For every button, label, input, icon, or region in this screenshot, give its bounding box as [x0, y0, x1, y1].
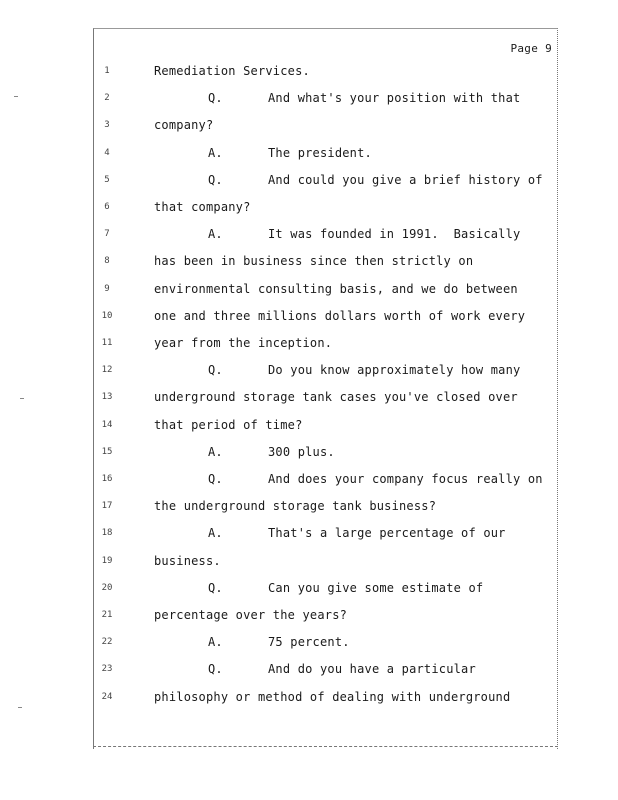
- line-text: [208, 143, 372, 163]
- line-number: 14: [101, 420, 113, 430]
- line-text: [208, 224, 520, 244]
- line-content: And do you have a particular: [268, 662, 476, 676]
- line-number: 19: [101, 556, 113, 566]
- transcript-line: [0, 197, 618, 217]
- transcript-line: [0, 469, 618, 489]
- line-text: the underground storage tank business?: [154, 499, 437, 513]
- line-number: 9: [104, 284, 110, 294]
- transcript-line: [0, 279, 618, 299]
- line-number: 4: [104, 148, 110, 158]
- line-number: 23: [101, 664, 113, 674]
- line-text: [208, 88, 520, 108]
- line-text: business.: [154, 554, 221, 568]
- transcript-line: [0, 170, 618, 190]
- line-content: 300 plus.: [268, 445, 335, 459]
- line-text: [208, 469, 543, 489]
- line-number: 8: [104, 256, 110, 266]
- transcript-line: [0, 387, 618, 407]
- transcript-line: [0, 687, 618, 707]
- line-number: 22: [101, 637, 113, 647]
- speaker-label: A.: [208, 526, 223, 540]
- transcript-line: [0, 88, 618, 108]
- line-number: 15: [101, 447, 113, 457]
- transcript-line: [0, 224, 618, 244]
- line-number: 13: [101, 392, 113, 402]
- line-number: 16: [101, 474, 113, 484]
- transcript-line: [0, 251, 618, 271]
- line-text: [208, 360, 520, 380]
- line-content: 75 percent.: [268, 635, 350, 649]
- line-number: 5: [104, 175, 110, 185]
- transcript-line: [0, 605, 618, 625]
- scan-speck: [18, 707, 22, 708]
- line-text: environmental consulting basis, and we do between: [154, 282, 518, 296]
- line-number: 10: [101, 311, 113, 321]
- transcript-line: [0, 632, 618, 652]
- transcript-line: [0, 415, 618, 435]
- line-content: And could you give a brief history of: [268, 173, 543, 187]
- line-text: year from the inception.: [154, 336, 333, 350]
- line-content: The president.: [268, 146, 372, 160]
- transcript-line: [0, 143, 618, 163]
- speaker-label: Q.: [208, 363, 223, 377]
- line-number: 2: [104, 93, 110, 103]
- speaker-label: A.: [208, 635, 223, 649]
- speaker-label: Q.: [208, 662, 223, 676]
- transcript-line: [0, 551, 618, 571]
- line-text: company?: [154, 118, 214, 132]
- line-number: 11: [101, 338, 113, 348]
- line-text: underground storage tank cases you've closed over: [154, 390, 518, 404]
- transcript-line: [0, 523, 618, 543]
- transcript-line: [0, 659, 618, 679]
- line-text: [208, 659, 476, 679]
- line-text: one and three millions dollars worth of work every: [154, 309, 526, 323]
- line-number: 6: [104, 202, 110, 212]
- line-number: 1: [104, 66, 110, 76]
- line-text: [208, 170, 543, 190]
- line-text: [208, 442, 335, 462]
- transcript-line: [0, 442, 618, 462]
- line-content: Can you give some estimate of: [268, 581, 484, 595]
- line-text: [208, 632, 350, 652]
- line-text: philosophy or method of dealing with underground: [154, 690, 511, 704]
- speaker-label: Q.: [208, 91, 223, 105]
- transcript-line: [0, 333, 618, 353]
- speaker-label: Q.: [208, 581, 223, 595]
- page-bottom-rule: [93, 746, 558, 747]
- line-content: It was founded in 1991. Basically: [268, 227, 521, 241]
- line-number: 12: [101, 365, 113, 375]
- line-text: [208, 523, 506, 543]
- line-content: And what's your position with that: [268, 91, 521, 105]
- speaker-label: Q.: [208, 472, 223, 486]
- transcript-line: [0, 306, 618, 326]
- speaker-label: A.: [208, 146, 223, 160]
- line-text: [208, 578, 483, 598]
- line-content: Do you know approximately how many: [268, 363, 521, 377]
- line-number: 18: [101, 528, 113, 538]
- line-text: has been in business since then strictly on: [154, 254, 474, 268]
- line-content: That's a large percentage of our: [268, 526, 506, 540]
- line-content: And does your company focus really on: [268, 472, 543, 486]
- line-text: percentage over the years?: [154, 608, 348, 622]
- line-number: 21: [101, 610, 113, 620]
- transcript-line: [0, 496, 618, 516]
- line-number: 7: [104, 229, 110, 239]
- line-number: 24: [101, 692, 113, 702]
- transcript-line: [0, 61, 618, 81]
- speaker-label: A.: [208, 445, 223, 459]
- line-text: that company?: [154, 200, 251, 214]
- line-text: Remediation Services.: [154, 64, 310, 78]
- transcript-line: [0, 578, 618, 598]
- line-number: 20: [101, 583, 113, 593]
- line-number: 3: [104, 120, 110, 130]
- speaker-label: Q.: [208, 173, 223, 187]
- transcript-line: [0, 360, 618, 380]
- page-number: Page 9: [510, 42, 552, 55]
- transcript-line: [0, 115, 618, 135]
- line-text: that period of time?: [154, 418, 303, 432]
- line-number: 17: [101, 501, 113, 511]
- speaker-label: A.: [208, 227, 223, 241]
